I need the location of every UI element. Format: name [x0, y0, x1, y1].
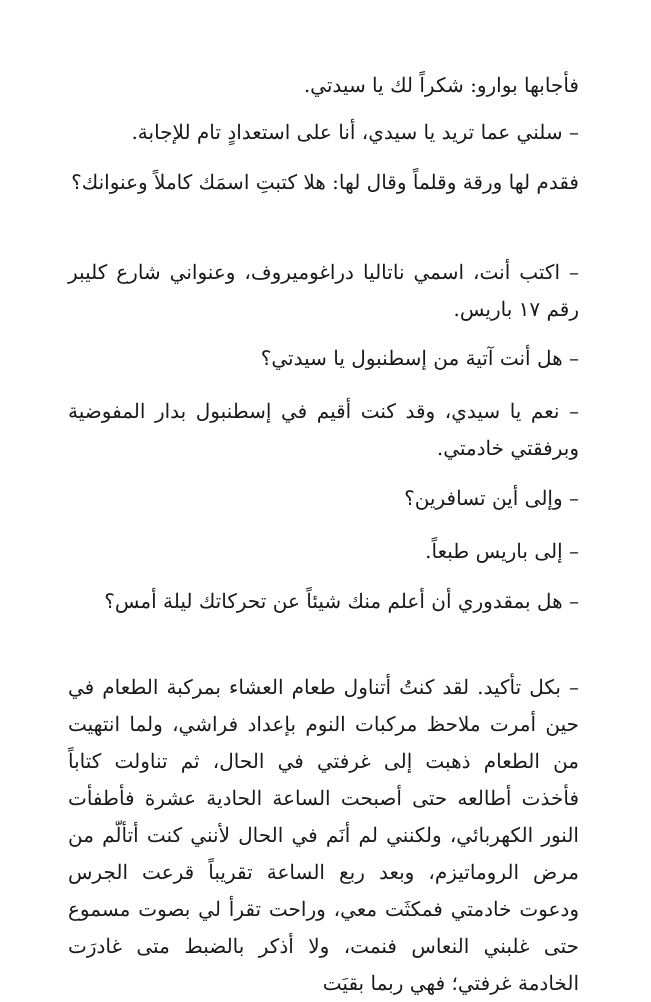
paragraph-4: – اكتب أنت، اسمي ناتاليا دراغوميروف، وعنواني شارع كليبر رقم ١٧ باريس.: [68, 260, 579, 321]
paragraph-3: فقدم لها ورقة وقلماً وقال لها: هلا كتبتِ اسمَك كاملاً وعنوانك؟: [71, 170, 579, 194]
paragraph-7: – وإلى أين تسافرين؟: [404, 486, 579, 510]
paragraph-6: – نعم يا سيدي، وقد كنت أقيم في إسطنبول بدار المفوضية وبرفقتي خادمتي.: [68, 399, 579, 460]
paragraph-2: – سلني عما تريد يا سيدي، أنا على استعدادٍ تام للإجابة.: [131, 120, 579, 144]
paragraph-10: – بكل تأكيد. لقد كنتُ أتناول طعام العشاء بمركبة الطعام في حين أمرت ملاحظ مركبات النوم بإعداد فراشي، ولما انتهيت من الطعام ذهبت إلى غرفتي في الحال، ثم تناولت كتاباً فأخذت أطالعه حتى أصبحت الساعة الحادية عشرة فأطفأت النور الكهربائي، ولكنني لم أنَم في الحال لأنني كنت أتألّم من مرض الروماتيزم، وبعد ربع الساعة تقريباً قرعت الجرس ودعوت خادمتي فمكثَت معي، وراحت تقرأ لي بصوت مسموع حتى غلبني النعاس فنمت، ولا أذكر بالضبط متى غادرَت الخادمة غرفتي؛ فهي ربما بقيَت: [68, 675, 579, 995]
paragraph-9: – هل بمقدوري أن أعلم منك شيئاً عن تحركاتك ليلة أمس؟: [104, 589, 579, 613]
paragraph-5: – هل أنت آتية من إسطنبول يا سيدتي؟: [260, 346, 579, 370]
paragraph-8: – إلى باريس طبعاً.: [425, 539, 579, 563]
paragraph-1: فأجابها بوارو: شكراً لك يا سيدتي.: [303, 73, 579, 97]
